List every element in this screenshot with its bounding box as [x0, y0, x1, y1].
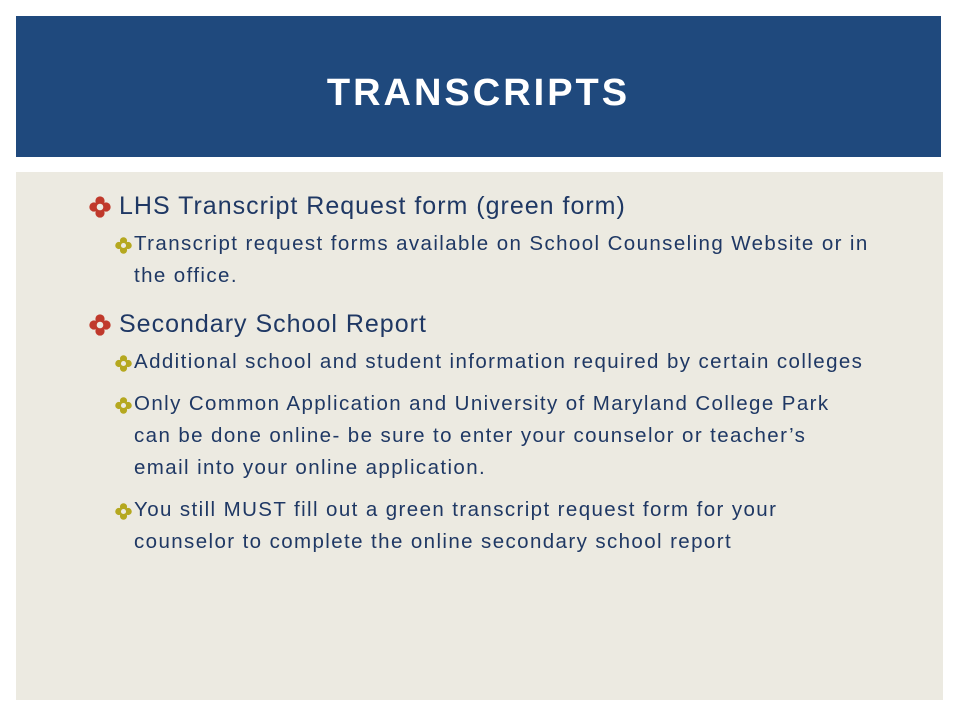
gold-flower-bullet-icon: [115, 503, 132, 520]
bullet-secondary-school-report: [89, 308, 869, 340]
bullet-list: [89, 190, 869, 568]
sub-bullet-text: Only Common Application and University of Maryland College Park can be done online- be sure to enter your counselor or teacher’s email into your online application.: [134, 392, 830, 479]
gold-flower-bullet-icon: [115, 237, 132, 254]
sub-bullet-additional-info: [89, 346, 869, 378]
sub-bullet-forms-available: [89, 228, 869, 292]
gold-flower-bullet-icon: [115, 355, 132, 372]
red-flower-bullet-icon: [89, 314, 111, 336]
sub-bullet-common-app: [89, 388, 869, 484]
sub-bullet-must-fill-out: [89, 494, 869, 558]
sub-bullet-text: Additional school and student information required by certain colleges: [134, 350, 864, 373]
bullet-text: Secondary School Report: [119, 310, 427, 338]
content-panel: [16, 172, 943, 700]
gold-flower-bullet-icon: [115, 397, 132, 414]
title-bar: [16, 16, 941, 157]
bullet-text: LHS Transcript Request form (green form): [119, 192, 626, 220]
bullet-transcript-request: [89, 190, 869, 222]
slide-title: TRANSCRIPTS: [326, 72, 631, 114]
sub-bullet-text: You still MUST fill out a green transcript request form for your counselor to complete the online secondary school report: [134, 498, 778, 553]
sub-bullet-text: Transcript request forms available on School Counseling Website or in the office.: [134, 232, 869, 287]
red-flower-bullet-icon: [89, 196, 111, 218]
